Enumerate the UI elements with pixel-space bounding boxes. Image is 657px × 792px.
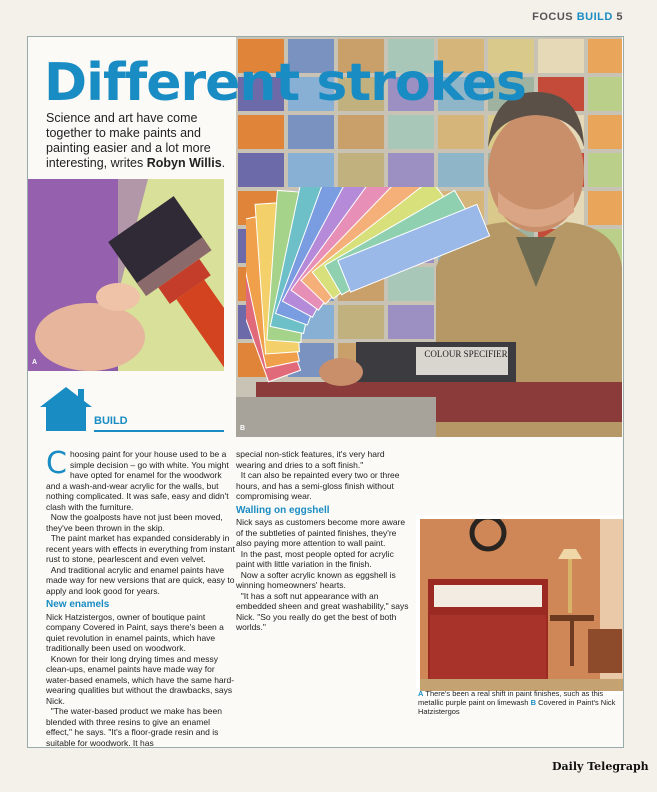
wall-swatch — [588, 115, 622, 149]
paragraph: Nick Hatzistergos, owner of boutique paint company Covered in Paint, says there's been a quiet revolution in enamel paints, which have traditionally been used on woodwork. — [46, 611, 224, 653]
headline: Different strokes — [44, 53, 526, 113]
caption-letter-b: B — [530, 698, 536, 707]
subheading-walling-on-eggshell: Walling on eggshell — [236, 504, 330, 516]
house-icon — [36, 383, 96, 433]
photo-letter-b: B — [240, 425, 246, 432]
wall-swatch — [238, 115, 284, 149]
wall-swatch — [588, 191, 622, 225]
wall-swatch — [388, 153, 434, 187]
wall-swatch — [238, 153, 284, 187]
section-rule — [94, 430, 224, 432]
fan-deck-label: COLOUR SPECIFIER — [424, 349, 508, 359]
paragraph: Now the goalposts have not just been moved, they've been thrown in the skip. — [46, 512, 223, 533]
wall-swatch — [588, 77, 622, 111]
wall-swatch — [288, 115, 334, 149]
brush-photo — [28, 179, 224, 371]
article-column-1 — [46, 446, 236, 748]
paragraph: special non-stick features, it's very hard wearing and dries to a soft finish." — [236, 449, 385, 470]
paragraph: It can also be repainted every two or three hours, and has a semi-gloss finish without compromising wear. — [236, 470, 400, 501]
intro-author: Robyn Willis — [146, 156, 222, 170]
section-badge-label: BUILD — [94, 415, 128, 427]
paragraph: And traditional acrylic and enamel paints have made way for new versions that are quick, easy to apply and look good for years. — [46, 564, 235, 596]
wall-swatch — [288, 153, 334, 187]
caption-letter-a: A — [418, 689, 424, 698]
caption-text-b: Covered in Paint's Nick Hatzistergos — [418, 698, 616, 716]
paragraph: In the past, most people opted for acrylic paint with little variation in the finish. — [236, 548, 394, 569]
wall-swatch — [438, 115, 484, 149]
wall-swatch — [588, 153, 622, 187]
brush-illustration — [28, 179, 224, 371]
subheading-new-enamels: New enamels — [46, 599, 110, 610]
wall-swatch — [538, 39, 584, 73]
wall-swatch — [338, 153, 384, 187]
intro-standfirst: Science and art have come together to make paints and painting easier and a lot more interesting, writes Robyn Willis. — [46, 111, 226, 170]
runner-page-number: 5 — [616, 11, 623, 23]
paragraph: "It has a soft nut appearance with an embedded sheen and great washability," says Nick. "So you really do get the best of both worlds." — [236, 590, 409, 632]
drop-cap: C — [46, 446, 67, 481]
wall-swatch — [438, 153, 484, 187]
paragraph: Known for their long drying times and messy clean-ups, enamel paints have made way for water-based enamels, which have the same hard-wearing qualities but without the drawbacks, says Nick. — [46, 653, 235, 706]
wall-swatch — [588, 39, 622, 73]
article-frame — [27, 36, 624, 748]
bedroom-photo — [416, 515, 624, 695]
wall-swatch — [388, 115, 434, 149]
photo-letter-a: A — [32, 359, 38, 366]
wall-swatch — [338, 115, 384, 149]
runner-section: BUILD — [576, 11, 613, 23]
paragraph: "The water-based product we make has been blended with three resins to give an enamel effect," he says. "It's a floor-grade resin and is suitable for woodwork. It has — [46, 706, 222, 748]
bedroom-illustration — [420, 519, 624, 691]
paragraph: Nick says as customers become more aware of the subtleties of painted finishes, they're also paying more attention to wall paint. — [236, 517, 406, 548]
publication-logo: Daily Telegraph — [552, 760, 649, 773]
runner-prefix: FOCUS — [532, 11, 574, 23]
article-column-2 — [236, 449, 414, 633]
caption-text-a: There's been a real shift in paint finishes, such as this metallic purple paint on limewash — [418, 689, 604, 707]
intro-text: Science and art have come together to make paints and painting easier and a lot more interesting, writes — [46, 111, 211, 170]
page-runner — [532, 11, 623, 23]
paragraph: The paint market has expanded considerably in recent years with effects in everything from instant rust to stone, pearlescent and even velvet. — [46, 533, 235, 564]
paragraph: Now a softer acrylic known as eggshell is winning homeowners' hearts. — [236, 569, 396, 590]
photo-caption — [418, 689, 623, 716]
paragraph: hoosing paint for your house used to be a simple decision – go with white. You might have opted for enamel for the woodwork and a wash-and-wear acrylic for the walls, but nothing complicated. It was safe, easy and didn't clash with the furniture. — [46, 449, 229, 512]
